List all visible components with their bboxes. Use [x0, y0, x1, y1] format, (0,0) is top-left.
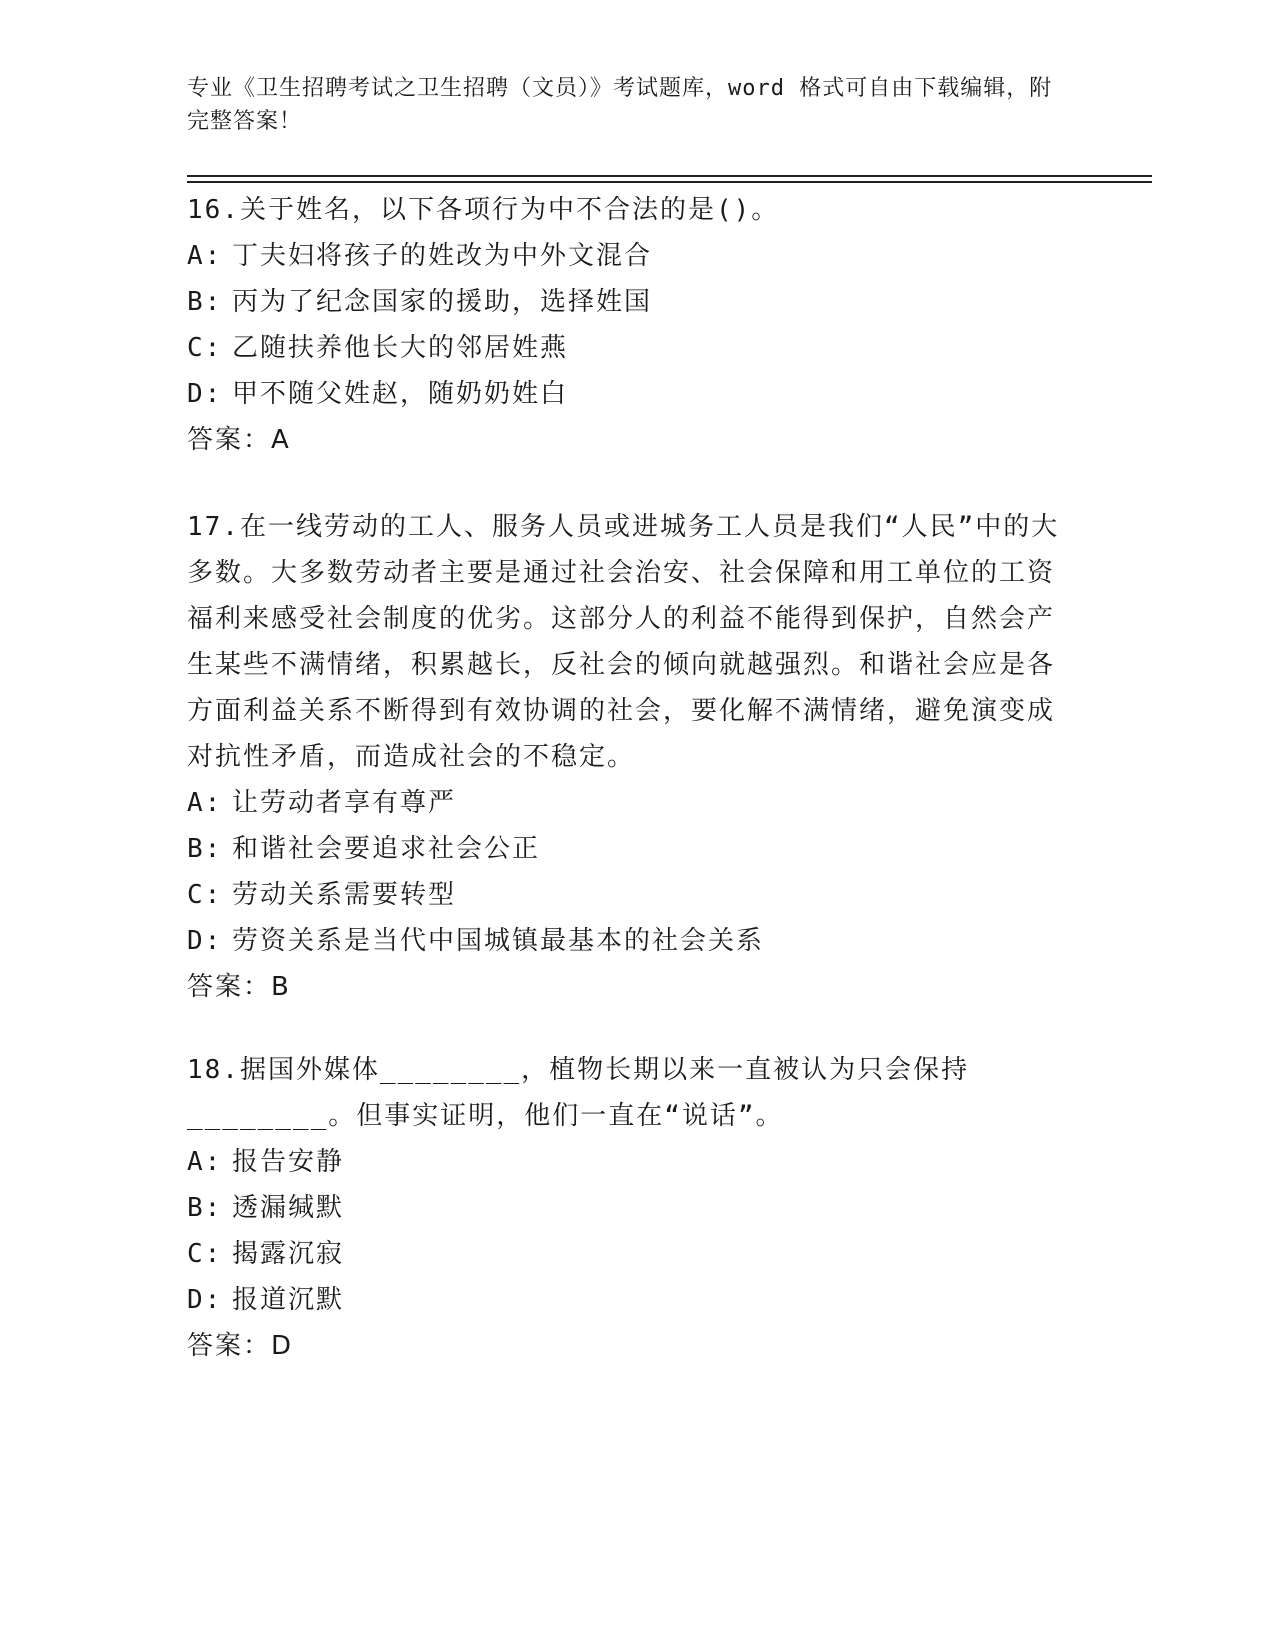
- option-letter: B:: [187, 287, 223, 317]
- header-divider-top: [187, 175, 1152, 177]
- option-text: 报道沉默: [232, 1285, 345, 1315]
- option-letter: C:: [187, 333, 223, 363]
- answer-label: 答案：A: [187, 425, 291, 455]
- option-letter: D:: [187, 926, 223, 956]
- option-text: 乙随扶养他长大的邻居姓燕: [232, 333, 569, 363]
- option-letter: A:: [187, 788, 223, 818]
- option-a: [187, 780, 1077, 826]
- option-text: 劳动关系需要转型: [232, 880, 457, 910]
- option-text: 劳资关系是当代中国城镇最基本的社会关系: [232, 926, 765, 956]
- option-c: [187, 1231, 1077, 1277]
- option-text: 和谐社会要追求社会公正: [232, 834, 541, 864]
- option-a: [187, 1139, 1077, 1185]
- header-divider-bottom: [187, 181, 1152, 183]
- option-letter: B:: [187, 834, 223, 864]
- option-b: [187, 1185, 1077, 1231]
- option-text: 甲不随父姓赵，随奶奶姓白: [232, 379, 569, 409]
- option-letter: A:: [187, 1147, 223, 1177]
- option-letter: C:: [187, 1239, 223, 1269]
- option-b: [187, 279, 1077, 325]
- option-c: [187, 325, 1077, 371]
- answer-label: 答案：D: [187, 1331, 294, 1361]
- question-stem: 16.关于姓名，以下各项行为中不合法的是()。: [187, 195, 780, 225]
- option-text: 丁夫妇将孩子的姓改为中外文混合: [232, 241, 653, 271]
- option-letter: A:: [187, 241, 223, 271]
- option-text: 揭露沉寂: [232, 1239, 345, 1269]
- question-stem: 17.在一线劳动的工人、服务人员或进城务工人员是我们“人民”中的大多数。大多数劳动者主要是通过社会治安、社会保障和用工单位的工资福利来感受社会制度的优劣。这部分人的利益不能得到保护，自然会产生某些不满情绪，积累越长，反社会的倾向就越强烈。和谐社会应是各方面利益关系不断得到有效协调的社会，要化解不满情绪，避免演变成对抗性矛盾，而造成社会的不稳定。: [187, 512, 1060, 772]
- option-b: [187, 826, 1077, 872]
- option-c: [187, 872, 1077, 918]
- option-text: 报告安静: [232, 1147, 345, 1177]
- option-text: 让劳动者享有尊严: [232, 788, 457, 818]
- option-letter: D:: [187, 379, 223, 409]
- option-letter: D:: [187, 1285, 223, 1315]
- question-16: [187, 187, 1077, 463]
- option-d: [187, 918, 1077, 964]
- option-text: 丙为了纪念国家的援助，选择姓国: [232, 287, 653, 317]
- option-d: [187, 371, 1077, 417]
- question-18: [187, 1047, 1077, 1369]
- answer-label: 答案：B: [187, 972, 291, 1002]
- option-letter: B:: [187, 1193, 223, 1223]
- question-17: [187, 504, 1077, 1010]
- option-text: 透漏缄默: [232, 1193, 345, 1223]
- option-d: [187, 1277, 1077, 1323]
- question-stem: 18.据国外媒体________，植物长期以来一直被认为只会保持________。但事实证明，他们一直在“说话”。: [187, 1055, 970, 1131]
- option-letter: C:: [187, 880, 223, 910]
- option-a: [187, 233, 1077, 279]
- document-header: 专业《卫生招聘考试之卫生招聘（文员）》考试题库，word 格式可自由下载编辑，附完整答案！: [187, 76, 1053, 134]
